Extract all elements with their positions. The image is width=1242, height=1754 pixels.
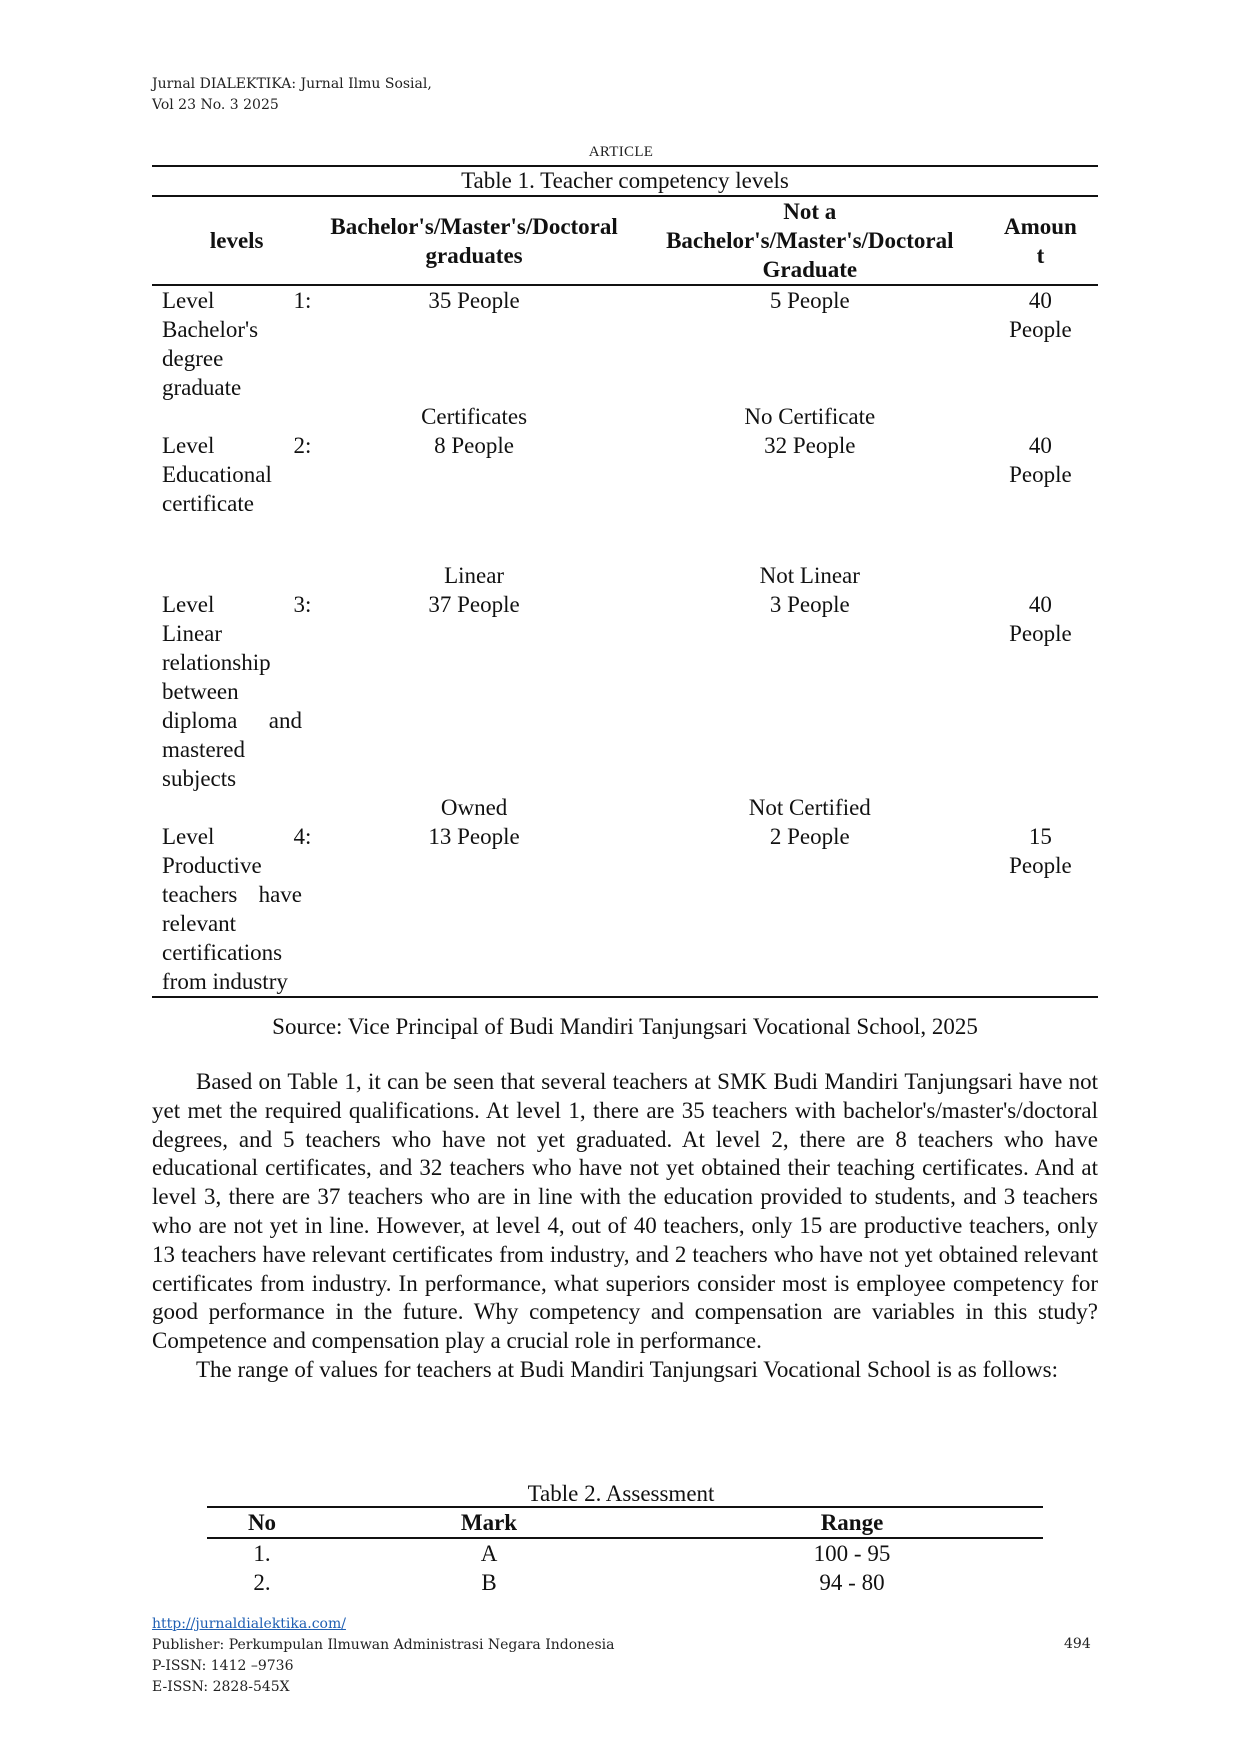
amount-number: 40 [1028,288,1052,313]
subheader-a: Owned [440,795,508,820]
table-row [207,1538,1043,1568]
graduates-cell: 35 People [428,288,520,313]
subheader-a: Linear [444,563,505,588]
table-subheader-row [152,402,1098,431]
not-graduates-cell: 2 People [769,824,850,849]
section-label: ARTICLE [588,144,654,160]
column-header-range: Range [661,1507,1043,1538]
column-header-graduates: Bachelor's/Master's/Doctoral graduates [330,213,618,268]
no-cell: 2. [253,1570,271,1595]
e-issn: E-ISSN: 2828-545X [152,1679,290,1695]
amount-number: 40 [1028,433,1052,458]
level-cell [152,431,311,561]
subheader-b: Not Certified [748,795,871,820]
journal-url-link[interactable]: http://jurnaldialektika.com/ [152,1616,346,1632]
level-description: Productive teachers have relevant certifications from industry [162,853,302,994]
range-cell: 94 - 80 [819,1570,885,1595]
assessment-table [207,1506,1043,1597]
column-header-amount-line1: Amoun [1003,213,1077,239]
teacher-competency-table [152,197,1098,996]
amount-unit: People [1009,853,1072,878]
column-header-not-graduates-line3: Graduate [762,257,858,282]
amount-unit: People [1009,621,1072,646]
not-graduates-cell: 32 People [764,433,856,458]
column-header-mark: Mark [317,1507,661,1538]
level-cell [152,590,311,793]
amount-cell [983,285,1098,402]
mark-cell: A [480,1541,498,1566]
level-label: Level [162,592,215,617]
table-row [207,1568,1043,1597]
p-issn: P-ISSN: 1412 –9736 [152,1658,294,1674]
table-subheader-row [152,561,1098,590]
running-header [152,74,432,116]
subheader-b: No Certificate [744,404,876,429]
table-row [152,431,1098,561]
not-graduates-cell: 3 People [769,592,850,617]
level-cell [152,285,311,402]
level-description: Linear relationship between diploma and mastered subjects [162,621,302,791]
graduates-cell: 37 People [428,592,520,617]
level-description: Educational certificate [162,462,272,516]
column-header-amount-line2: t [1036,242,1045,268]
level-label: Level [162,288,215,313]
amount-cell [983,431,1098,561]
table-header-row [207,1507,1043,1538]
column-header-not-graduates-line2: Bachelor's/Master's/Doctoral [666,228,954,253]
column-header-no: No [207,1507,317,1538]
level-number: 4: [293,824,312,849]
amount-cell [983,590,1098,793]
amount-unit: People [1009,317,1072,342]
table-1-source: Source: Vice Principal of Budi Mandiri Tanjungsari Vocational School, 2025 [272,1014,978,1039]
subheader-a: Certificates [421,404,528,429]
table-row [152,822,1098,996]
column-header-levels: levels [209,228,264,253]
level-label: Level [162,824,215,849]
table-bottom-rule [152,996,1098,998]
not-graduates-cell: 5 People [769,288,850,313]
table-1-caption: Table 1. Teacher competency levels [461,168,789,193]
column-header-not-graduates [637,197,983,285]
no-cell: 1. [253,1541,271,1566]
column-header-amount [983,197,1098,285]
range-cell: 100 - 95 [813,1541,891,1566]
level-cell [152,822,311,996]
table-subheader-row [152,793,1098,822]
table-2 [207,1506,1043,1597]
graduates-cell: 8 People [434,433,514,458]
graduates-cell: 13 People [428,824,520,849]
mark-cell: B [481,1570,497,1595]
amount-unit: People [1009,462,1072,487]
level-number: 3: [293,592,312,617]
subheader-b: Not Linear [759,563,860,588]
column-header-not-graduates-line1: Not a [783,199,837,224]
publisher: Publisher: Perkumpulan Ilmuwan Administrasi Negara Indonesia [152,1637,615,1653]
journal-name: Jurnal DIALEKTIKA: Jurnal Ilmu Sosial, [152,76,432,92]
amount-number: 15 [1028,824,1052,849]
table-2-caption: Table 2. Assessment [527,1481,715,1506]
amount-number: 40 [1028,592,1052,617]
paragraph: The range of values for teachers at Budi Mandiri Tanjungsari Vocational School is as follows: [196,1356,1058,1382]
body-text [152,1068,1098,1385]
amount-cell [983,822,1098,996]
level-description: Bachelor's degree graduate [162,317,259,400]
level-number: 2: [293,433,312,458]
page-footer [152,1614,614,1698]
table-1 [152,165,1098,998]
level-label: Level [162,433,215,458]
table-row [152,590,1098,793]
level-number: 1: [293,288,312,313]
journal-volume: Vol 23 No. 3 2025 [152,97,279,113]
table-row [152,285,1098,402]
table-header-row [152,197,1098,285]
paragraph: Based on Table 1, it can be seen that several teachers at SMK Budi Mandiri Tanjungsari have not yet met the required qualifications. At level 1, there are 35 teachers with bachelor's/master's/doctoral degrees, and 5 teachers who have not yet graduated. At level 2, there are 8 teachers who have educational certificates, and 32 teachers who have not yet obtained their teaching certificates. And at level 3, there are 37 teachers who are in line with the education provided to students, and 3 teachers who are not yet in line. However, at level 4, out of 40 teachers, only 15 are productive teachers, only 13 teachers have relevant certificates from industry, and 2 teachers who have not yet obtained relevant certificates from industry. In performance, what superiors consider most is employee competency for good performance in the future. Why competency and compensation are variables in this study? Competence and compensation play a crucial role in performance. [152,1069,1098,1354]
page-number: 494 [1064,1636,1091,1652]
